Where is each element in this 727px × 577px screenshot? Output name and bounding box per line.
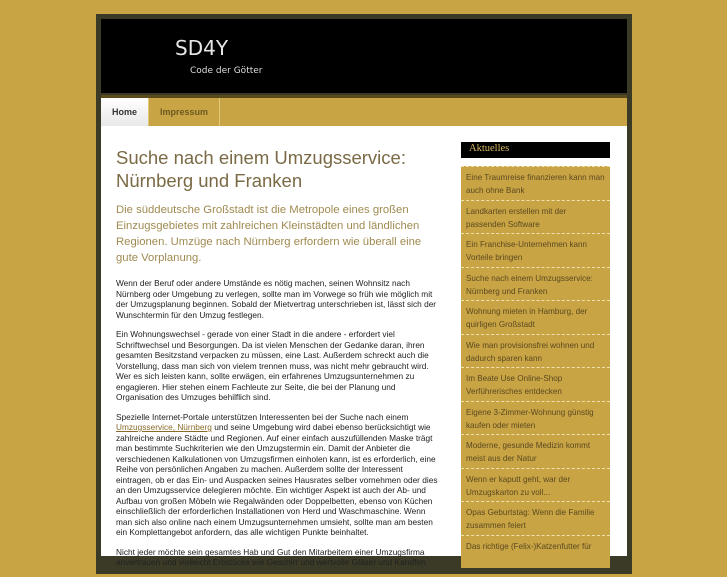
sidebar-post-link[interactable]: Opas Geburtstag: Wenn die Familie zusammen feiert	[461, 501, 610, 535]
sidebar-post-link[interactable]: Wohnung mieten in Hamburg, der quirligen Großstadt	[461, 300, 610, 334]
main-nav	[101, 95, 627, 126]
article-paragraph: Nicht jeder möchte sein gesamtes Hab und Gut den Mitarbeitern einer Umzugsfirma anvertrauen und vielleicht Erbstücke wie Geschirr und wertvolle Gläser und Karaffen	[116, 546, 426, 567]
nav-impressum[interactable]: Impressum	[149, 98, 220, 126]
article-paragraph	[116, 412, 441, 538]
sidebar-post-link[interactable]: Landkarten erstellen mit der passenden Software	[461, 200, 610, 234]
sidebar-title: Aktuelles	[461, 142, 610, 158]
sidebar	[461, 142, 610, 568]
article-paragraph: Wenn der Beruf oder andere Umstände es nötig machen, seinen Wohnsitz nach Nürnberg oder Umgebung zu verlegen, sollte man im Vorwege so früh wie möglich mit der Umzugsplanung beginnen. Sobald der Mietvertrag unterschrieben ist, lässt sich der Wunschtermin für den Umzug festlegen.	[116, 278, 437, 320]
sidebar-post-link[interactable]: Moderne, gesunde Medizin kommt meist aus der Natur	[461, 434, 610, 468]
page-frame	[96, 14, 632, 574]
recent-posts-list	[461, 166, 610, 568]
sidebar-post-link[interactable]: Eigene 3-Zimmer-Wohnung günstig kaufen oder mieten	[461, 401, 610, 435]
text: und seine Umgebung wird dabei ebenso berücksichtigt wie zahlreiche andere Städte und Regionen. Auf einer einfach auszufüllenden Maske trägt man bestimmte Suchkriterien wie den Umzugstermin ein. Damit der Anbieter die verschiedenen Kalkulationen von Umzugsfirmen einholen kann, ist es erforderlich, eine Reihe von persönlichen Angaben zu machen. Außerdem sollte der Interessent eintragen, ob er das Ein- und Auspacken seines Hausrates selber vornehmen oder dies an den Umzugsservice delegieren möchte. Ein wichtiger Aspekt ist auch der Ab- und Aufbau von großen Möbeln wie Regalwänden oder Doppelbetten, ebenso von Küchen einschließlich der erforderlichen Installationen von Herd und Waschmaschine. Wenn man sich also online nach einem Umzugsunternehmen umsieht, sollte man am besten ein Komplettangebot anfordern, das alle wichtigen Punkte beinhaltet.	[116, 422, 438, 537]
article-paragraph: Ein Wohnungswechsel - gerade von einer Stadt in die andere - erfordert viel Schriftwechsel und Besorgungen. Da ist vielen Menschen der Gedanke daran, ihren gesamten Besitzstand verpacken zu müssen, eine Last. Außerdem schreckt auch die Vorstellung, dass man sich von vielem trennen muss, was nicht mehr gebraucht wird. Wer es sich leisten kann, sollte erwägen, ein erfahrenes Umzugsunternehmen zu engagieren. Hier stehen einem Fachleute zur Seite, die bei der Planung und Organisation des Umzuges behilflich sind.	[116, 329, 429, 402]
sidebar-post-link[interactable]: Eine Traumreise finanzieren kann man auch ohne Bank	[461, 166, 610, 200]
site-title[interactable]: SD4Y	[175, 36, 229, 60]
sidebar-post-link[interactable]: Das richtige (Felix-)Katzenfutter für	[461, 535, 610, 569]
article	[116, 146, 441, 577]
content-area	[101, 126, 627, 567]
umzugsservice-link[interactable]: Umzugsservice, Nürnberg	[116, 422, 212, 432]
site-header	[101, 19, 627, 93]
sidebar-post-link[interactable]: Suche nach einem Umzugsservice: Nürnberg und Franken	[461, 267, 610, 301]
site-tagline: Code der Götter	[190, 66, 263, 76]
text: Spezielle Internet-Portale unterstützen Interessenten bei der Suche nach einem	[116, 411, 409, 422]
sidebar-post-link[interactable]: Wenn er kaputt geht, war der Umzugskarton zu voll...	[461, 468, 610, 502]
sidebar-post-link[interactable]: Ein Franchise-Unternehmen kann Vorteile bringen	[461, 233, 610, 267]
article-title: Suche nach einem Umzugsservice: Nürnberg und Franken	[116, 147, 406, 191]
nav-home[interactable]: Home	[101, 98, 149, 126]
article-lead: Die süddeutsche Großstadt ist die Metropole eines großen Einzugsgebietes mit zahlreichen Kleinstädten und ländlichen Regionen. Umzüge nach Nürnberg erfordern wie überall eine gute Vorplanung.	[116, 204, 422, 264]
sidebar-post-link[interactable]: Wie man provisionsfrei wohnen und dadurch sparen kann	[461, 334, 610, 368]
sidebar-post-link[interactable]: Im Beate Use Online-Shop Verführerisches entdecken	[461, 367, 610, 401]
